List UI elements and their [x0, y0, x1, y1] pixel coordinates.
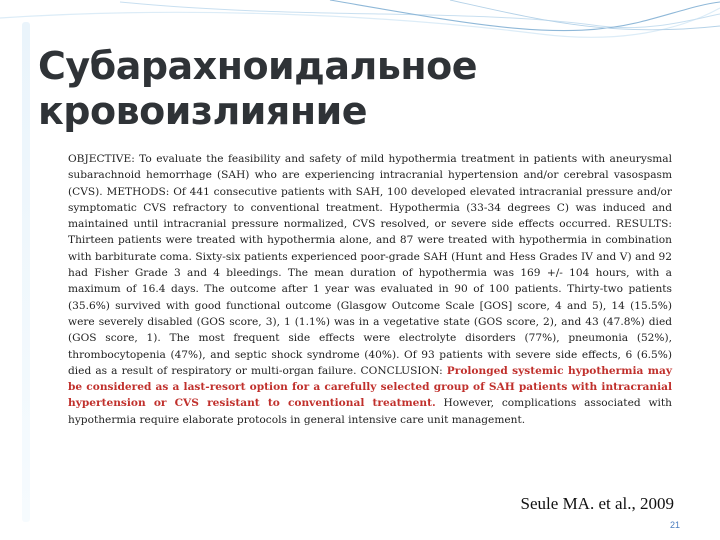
abstract-part-2: However, complications associated with hypothermia require elaborate protocols in general intensive care unit management.	[68, 397, 672, 426]
conclusion-highlight: Prolonged systemic hypothermia may be considered as a last-resort option for a carefully selected group of SAH patients with intracranial hypertension or CVS resistant to conventional treatment.	[68, 364, 672, 410]
page-number: 21	[669, 520, 680, 530]
wave-curve-3	[330, 0, 720, 31]
citation: Seule MA. et al., 2009	[520, 494, 674, 513]
slide-title: Субарахноидальное кровоизлияние	[38, 44, 478, 133]
abstract-part-1: OBJECTIVE: To evaluate the feasibility and safety of mild hypothermia treatment in patients with aneurysmal subarachnoid hemorrhage (SAH) who are experiencing intracranial hypertension and/or cerebral vasospasm (CVS). METHODS: Of 441 consecutive patients with SAH, 100 developed elevated intracranial pressure and/or symptomatic CVS refractory to conventional treatment. Hypothermia (33-34 degrees C) was induced and maintained until intracranial pressure normalized, CVS resolved, or severe side effects occurred. RESULTS: Thirteen patients were treated with hypothermia alone, and 87 were treated with hypothermia in combination with barbiturate coma. Sixty-six patients experienced poor-grade SAH (Hunt and Hess Grades IV and V) and 92 had Fisher Grade 3 and 4 bleedings. The mean duration of hypothermia was 169 +/- 104 hours, with a maximum of 16.4 days. The outcome after 1 year was evaluated in 90 of 100 patients. Thirty-two patients (35.6%) survived with good functional outcome (Glasgow Outcome Scale [GOS] score, 4 and 5), 14 (15.5%) were severely disabled (GOS score, 3), 1 (1.1%) was in a vegetative state (GOS score, 2), and 43 (47.8%) died (GOS score, 1). The most frequent side effects were electrolyte disorders (77%), pneumonia (52%), thrombocytopenia (47%), and septic shock syndrome (40%). Of 93 patients with severe side effects, 6 (6.5%) died as a result of respiratory or multi-organ failure. CONCLUSION:	[68, 153, 672, 377]
wave-curve-1	[0, 8, 720, 37]
abstract-text	[68, 151, 672, 428]
left-accent-strip	[22, 22, 30, 522]
